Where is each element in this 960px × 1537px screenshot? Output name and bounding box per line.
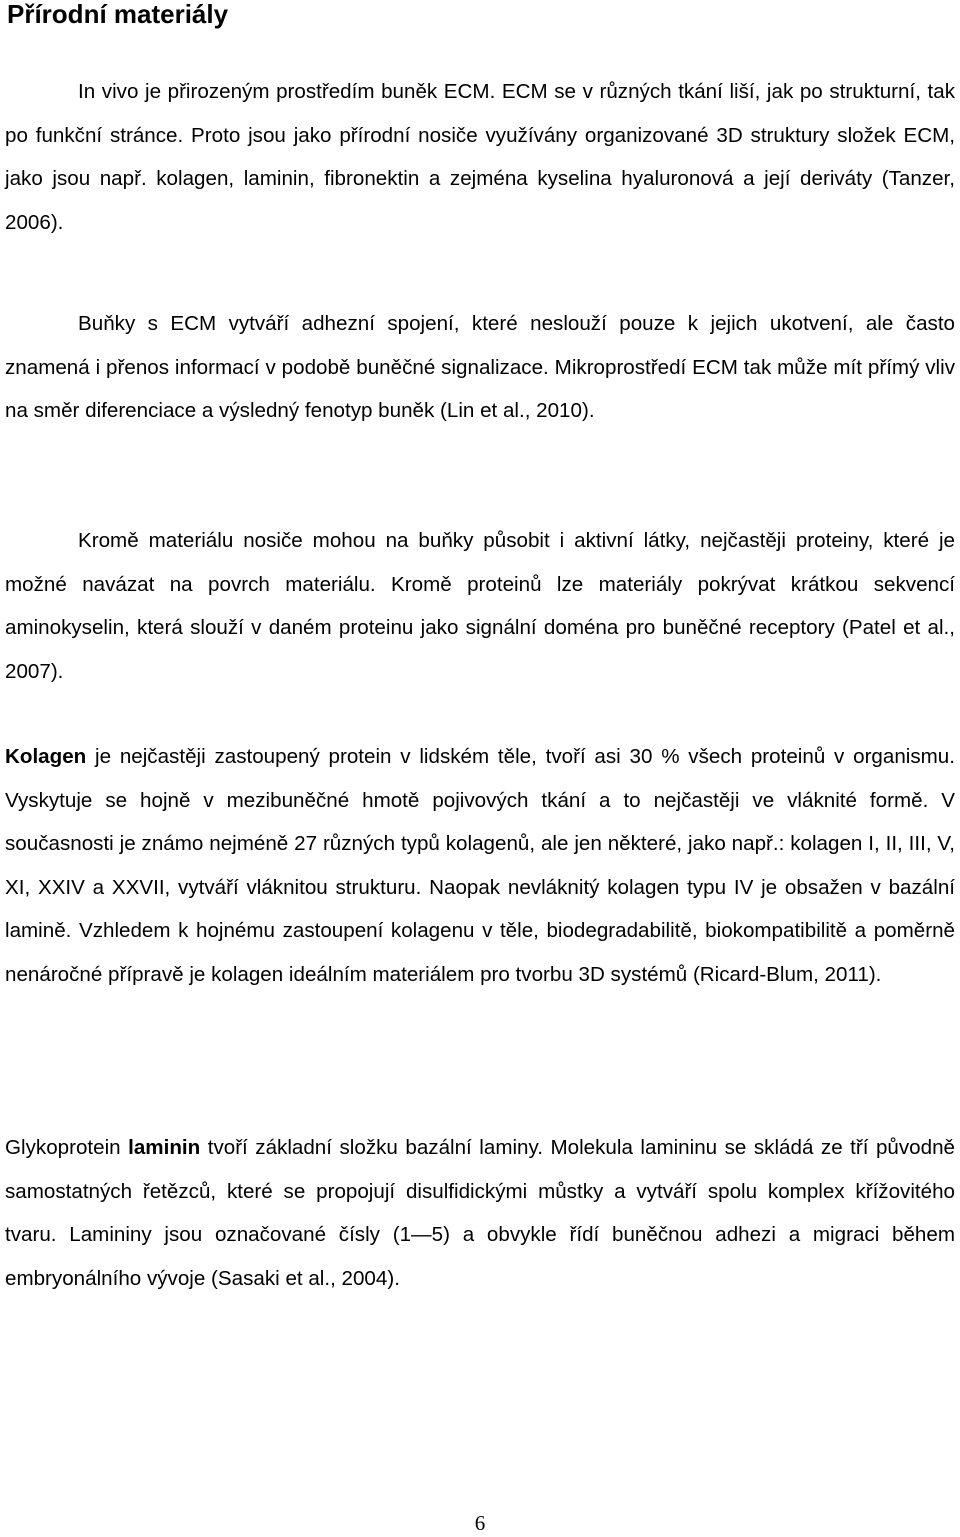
paragraph-laminin-lead: Glykoprotein: [5, 1136, 129, 1159]
paragraph-laminin-text: tvoří základní složku bazální laminy. Molekula lamininu se skládá ze tří původně samostatných řetězců, které se propojují disulfidickými můstky a vytváří spolu komplex křížovitého tvaru. Lamininy jsou označované čísly (1—5) a obvykle řídí buněčnou adhezi a migraci během embryonálního vývoje (Sasaki et al., 2004).: [5, 1136, 955, 1290]
section-heading: Přírodní materiály: [7, 0, 229, 29]
paragraph-collagen: [5, 735, 955, 997]
paragraph-laminin: [5, 1126, 955, 1300]
term-collagen: Kolagen: [5, 745, 87, 768]
page-number: 6: [474, 1511, 486, 1535]
paragraph-active-substances: Kromě materiálu nosiče mohou na buňky působit i aktivní látky, nejčastěji proteiny, které je možné navázat na povrch materiálu. Kromě proteinů lze materiály pokrývat krátkou sekvencí aminokyselin, která slouží v daném proteinu jako signální doména pro buněčné receptory (Patel et al., 2007).: [5, 529, 955, 683]
paragraph-collagen-text: je nejčastěji zastoupený protein v lidském těle, tvoří asi 30 % všech proteinů v organismu. Vyskytuje se hojně v mezibuněčné hmotě pojivových tkání a to nejčastěji ve vláknité formě. V současnosti je známo nejméně 27 různých typů kolagenů, ale jen některé, jako např.: kolagen I, II, III, V, XI, XXIV a XXVII, vytváří vláknitou strukturu. Naopak nevláknitý kolagen typu IV je obsažen v bazální lamině. Vzhledem k hojnému zastoupení kolagenu v těle, biodegradabilitě, biokompatibilitě a poměrně nenáročné přípravě je kolagen ideálním materiálem pro tvorbu 3D systémů (Ricard-Blum, 2011).: [5, 745, 955, 986]
paragraph-cell-adhesion: Buňky s ECM vytváří adhezní spojení, které neslouží pouze k jejich ukotvení, ale často znamená i přenos informací v podobě buněčné signalizace. Mikroprostředí ECM tak může mít přímý vliv na směr diferenciace a výsledný fenotyp buněk (Lin et al., 2010).: [5, 312, 955, 423]
term-laminin: laminin: [128, 1136, 201, 1159]
paragraph-ecm-intro: In vivo je přirozeným prostředím buněk ECM. ECM se v různých tkání liší, jak po strukturní, tak po funkční stránce. Proto jsou jako přírodní nosiče využívány organizované 3D struktury složek ECM, jako jsou např. kolagen, laminin, fibronektin a zejména kyselina hyaluronová a její deriváty (Tanzer, 2006).: [5, 80, 955, 234]
